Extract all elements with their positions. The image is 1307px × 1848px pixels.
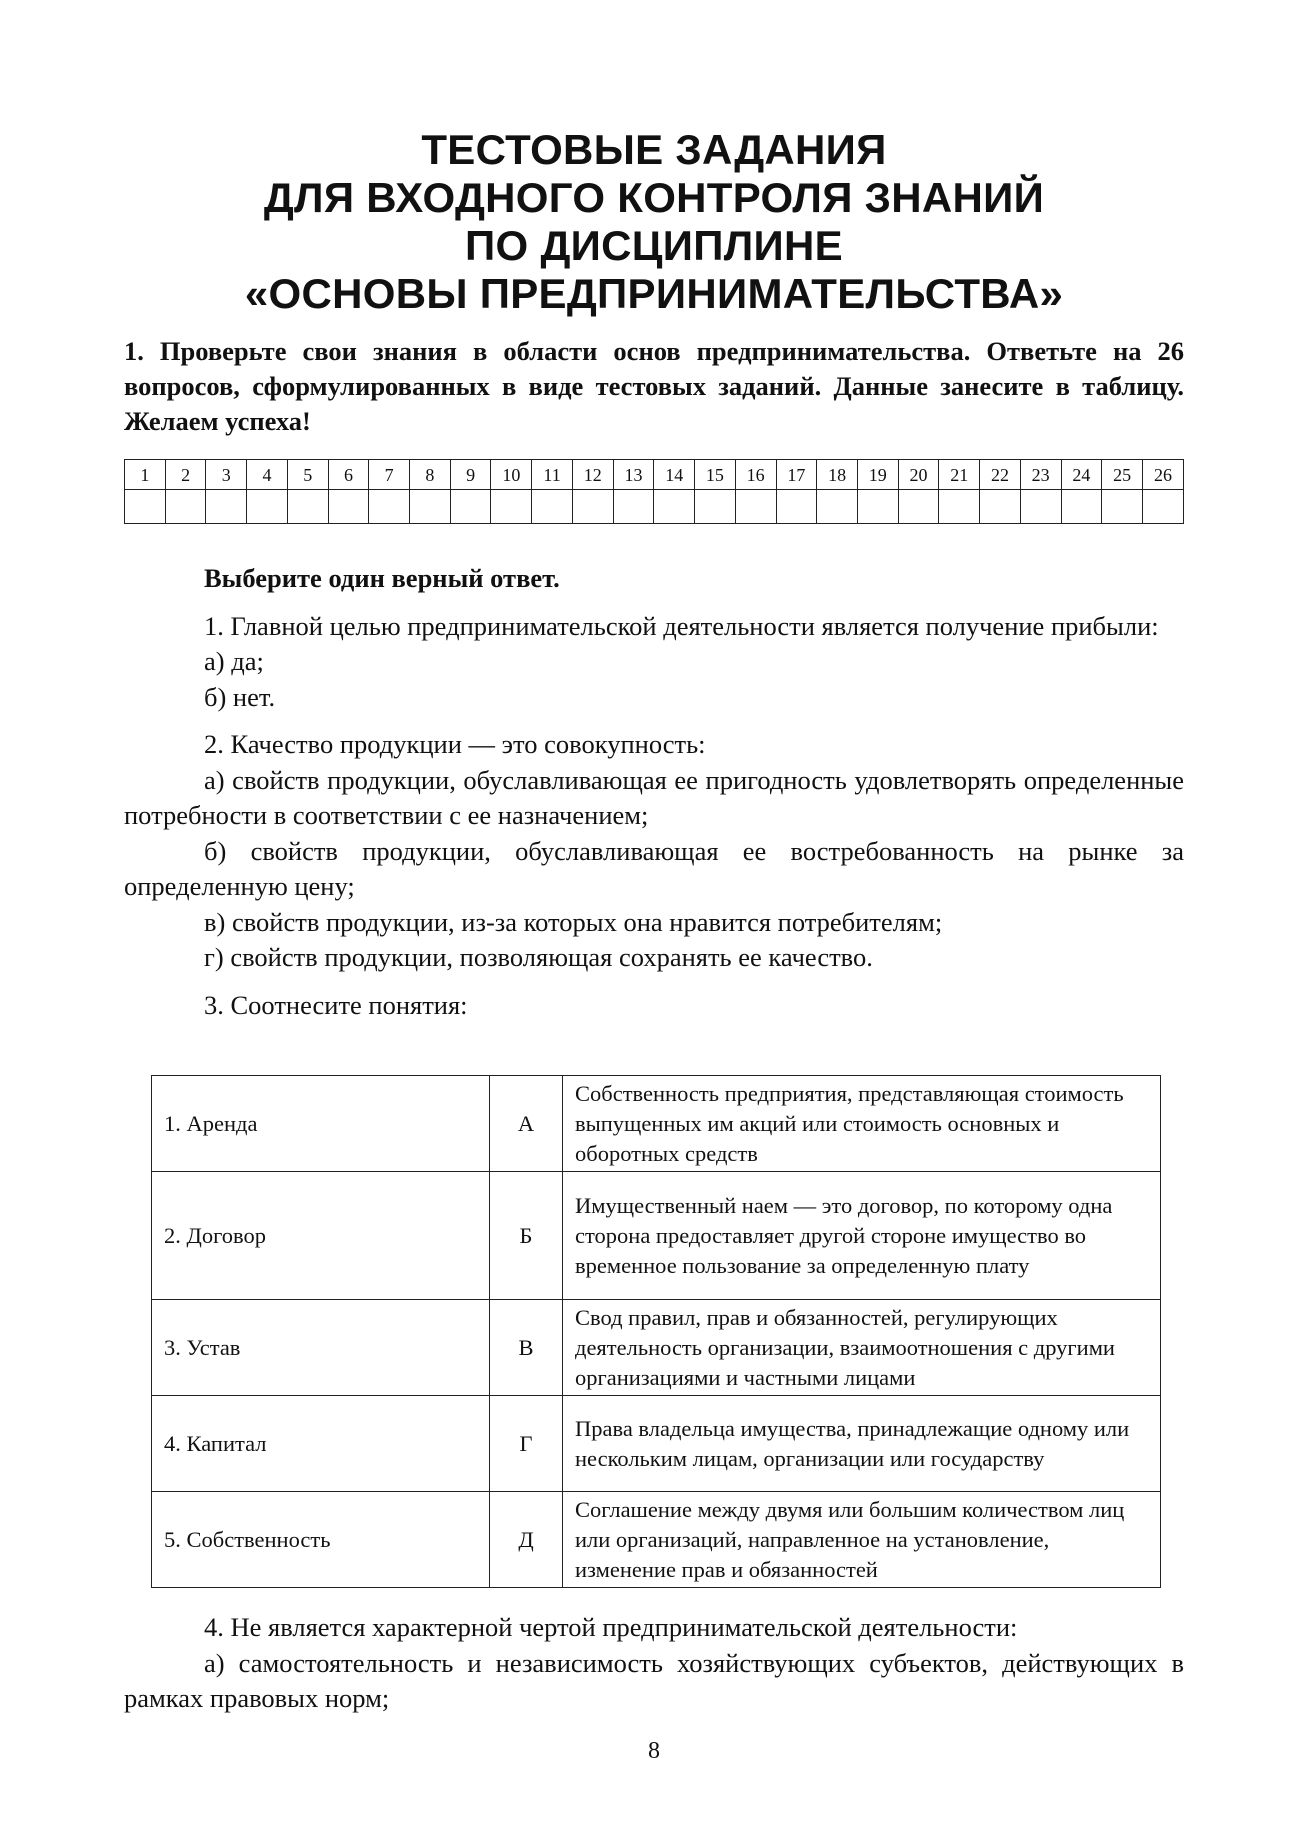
matching-row xyxy=(152,1076,1161,1172)
matching-concept: 5. Собственность xyxy=(152,1492,490,1588)
answer-input-cell[interactable] xyxy=(491,490,532,524)
question-4-option-a: а) самостоятельность и независимость хозяйствующих субъектов, действующих в рамках правовых норм; xyxy=(124,1647,1184,1713)
answer-table-input-row xyxy=(125,490,1184,524)
answer-number-cell: 1 xyxy=(125,460,166,490)
answer-input-cell[interactable] xyxy=(980,490,1021,524)
answer-number-cell: 14 xyxy=(654,460,695,490)
matching-concept: 1. Аренда xyxy=(152,1076,490,1172)
answer-number-cell: 18 xyxy=(817,460,858,490)
answer-input-cell[interactable] xyxy=(450,490,491,524)
answer-input-cell[interactable] xyxy=(247,490,288,524)
answer-input-cell[interactable] xyxy=(1102,490,1143,524)
answer-input-cell[interactable] xyxy=(572,490,613,524)
matching-definition: Соглашение между двумя или большим количеством лиц или организаций, направленное на установление, изменение прав и обязанностей xyxy=(563,1492,1161,1588)
answer-number-cell: 8 xyxy=(410,460,451,490)
matching-letter: Б xyxy=(490,1172,563,1300)
question-3-text: 3. Соотнесите понятия: xyxy=(204,989,468,1020)
question-2-option-c: в) свойств продукции, из-за которых она нравится потребителям; xyxy=(204,906,943,937)
matching-row xyxy=(152,1172,1161,1300)
answer-number-cell: 9 xyxy=(450,460,491,490)
matching-concept: 2. Договор xyxy=(152,1172,490,1300)
answer-input-cell[interactable] xyxy=(898,490,939,524)
answer-number-cell: 3 xyxy=(206,460,247,490)
page xyxy=(124,0,1184,1848)
matching-row xyxy=(152,1492,1161,1588)
answer-number-cell: 2 xyxy=(165,460,206,490)
question-1-text: 1. Главной целью предпринимательской деятельности является получение прибыли: xyxy=(204,610,1159,641)
matching-concept: 4. Капитал xyxy=(152,1396,490,1492)
answer-input-cell[interactable] xyxy=(1020,490,1061,524)
answer-input-cell[interactable] xyxy=(613,490,654,524)
matching-letter: В xyxy=(490,1300,563,1396)
title-line-2: ДЛЯ ВХОДНОГО КОНТРОЛЯ ЗНАНИЙ xyxy=(263,174,1045,221)
answer-input-cell[interactable] xyxy=(328,490,369,524)
answer-input-cell[interactable] xyxy=(817,490,858,524)
answer-number-cell: 7 xyxy=(369,460,410,490)
matching-definition: Собственность предприятия, представляющая стоимость выпущенных им акций или стоимость основных и оборотных средств xyxy=(563,1076,1161,1172)
answer-number-cell: 24 xyxy=(1061,460,1102,490)
answer-input-cell[interactable] xyxy=(125,490,166,524)
answer-number-cell: 19 xyxy=(857,460,898,490)
answer-number-cell: 10 xyxy=(491,460,532,490)
answer-number-cell: 17 xyxy=(776,460,817,490)
answer-input-cell[interactable] xyxy=(654,490,695,524)
title-line-4: «ОСНОВЫ ПРЕДПРИНИМАТЕЛЬСТВА» xyxy=(244,270,1064,317)
answer-number-cell: 23 xyxy=(1020,460,1061,490)
answer-input-cell[interactable] xyxy=(410,490,451,524)
answer-number-cell: 12 xyxy=(572,460,613,490)
matching-table xyxy=(151,1075,1161,1588)
answer-input-cell[interactable] xyxy=(1142,490,1183,524)
questions-block-2 xyxy=(124,1610,1184,1717)
answer-input-cell[interactable] xyxy=(735,490,776,524)
page-number: 8 xyxy=(648,1738,660,1764)
answer-number-cell: 6 xyxy=(328,460,369,490)
answer-number-cell: 21 xyxy=(939,460,980,490)
answer-number-cell: 15 xyxy=(695,460,736,490)
matching-definition: Свод правил, прав и обязанностей, регулирующих деятельность организации, взаимоотношения с другими организациями и частными лицами xyxy=(563,1300,1161,1396)
matching-definition: Имущественный наем — это договор, по которому одна сторона предоставляет другой стороне имущество во временное пользование за определенную плату xyxy=(563,1172,1161,1300)
title-line-1: ТЕСТОВЫЕ ЗАДАНИЯ xyxy=(421,126,887,173)
answer-input-cell[interactable] xyxy=(206,490,247,524)
answer-input-cell[interactable] xyxy=(695,490,736,524)
answer-input-cell[interactable] xyxy=(165,490,206,524)
matching-row xyxy=(152,1300,1161,1396)
answer-number-cell: 11 xyxy=(532,460,573,490)
matching-letter: А xyxy=(490,1076,563,1172)
intro-text: 1. Проверьте свои знания в области основ предпринимательства. Ответьте на 26 вопросов, сформулированных в виде тестовых заданий. Данные занесите в таблицу. Желаем успеха! xyxy=(124,336,1184,436)
answer-number-cell: 25 xyxy=(1102,460,1143,490)
question-2-text: 2. Качество продукции — это совокупность: xyxy=(204,729,706,759)
answer-input-cell[interactable] xyxy=(1061,490,1102,524)
matching-letter: Д xyxy=(490,1492,563,1588)
answer-number-cell: 26 xyxy=(1142,460,1183,490)
page-title xyxy=(124,126,1184,318)
title-line-3: ПО ДИСЦИПЛИНЕ xyxy=(465,222,843,269)
question-2-option-b: б) свойств продукции, обуславливающая ее востребованность на рынке за определенную цену; xyxy=(124,835,1184,901)
instruction: Выберите один верный ответ. xyxy=(204,563,560,593)
answer-input-cell[interactable] xyxy=(369,490,410,524)
matching-row xyxy=(152,1396,1161,1492)
question-4-text: 4. Не является характерной чертой предпринимательской деятельности: xyxy=(204,1612,1018,1642)
answer-number-cell: 22 xyxy=(980,460,1021,490)
answer-input-cell[interactable] xyxy=(287,490,328,524)
answer-input-cell[interactable] xyxy=(532,490,573,524)
answer-number-cell: 16 xyxy=(735,460,776,490)
answer-table-header-row xyxy=(125,460,1184,490)
answer-input-cell[interactable] xyxy=(939,490,980,524)
answer-number-cell: 13 xyxy=(613,460,654,490)
answer-table xyxy=(124,459,1184,524)
answer-number-cell: 5 xyxy=(287,460,328,490)
questions-block-1 xyxy=(124,561,1184,1023)
question-1-option-b: б) нет. xyxy=(204,681,276,712)
matching-concept: 3. Устав xyxy=(152,1300,490,1396)
matching-definition: Права владельца имущества, принадлежащие одному или нескольким лицам, организации или государству xyxy=(563,1396,1161,1492)
question-2-option-d: г) свойств продукции, позволяющая сохранять ее качество. xyxy=(204,942,873,972)
matching-letter: Г xyxy=(490,1396,563,1492)
answer-number-cell: 20 xyxy=(898,460,939,490)
question-2-option-a: а) свойств продукции, обуславливающая ее пригодность удовлетворять определенные потребности в соответствии с ее назначением; xyxy=(124,764,1184,830)
answer-input-cell[interactable] xyxy=(776,490,817,524)
question-1-option-a: а) да; xyxy=(204,646,264,676)
answer-input-cell[interactable] xyxy=(857,490,898,524)
answer-number-cell: 4 xyxy=(247,460,288,490)
